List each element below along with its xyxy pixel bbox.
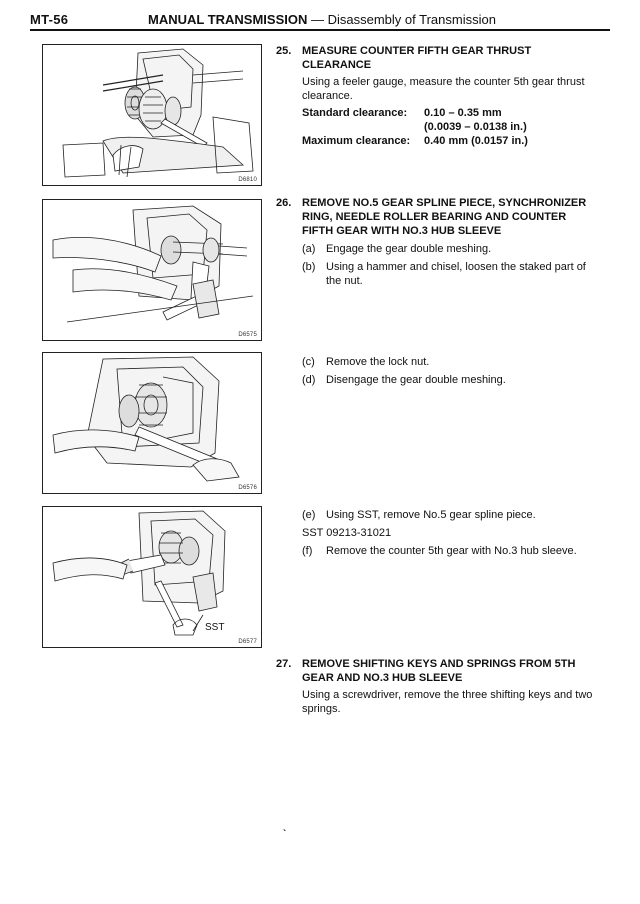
step-title: REMOVE NO.5 GEAR SPLINE PIECE, SYNCHRONIZER RING, NEEDLE ROLLER BEARING AND COUNTER FIFTH GEAR WITH NO.3 HUB SLEEVE — [302, 197, 587, 237]
substep-b — [276, 260, 598, 288]
figure-code: D6810 — [238, 177, 257, 183]
step-25-heading — [276, 44, 598, 72]
substep-label: (e) — [302, 509, 316, 521]
page-title — [148, 12, 496, 27]
step-26-continued-1 — [276, 351, 598, 387]
substep-f — [276, 544, 598, 558]
maximum-clearance-row — [302, 134, 598, 148]
substep-d — [276, 373, 598, 387]
standard-clearance-label: Standard clearance: — [302, 107, 408, 119]
figure-wrench — [42, 352, 262, 494]
hammer-chisel-illustration — [43, 200, 261, 340]
figure-feeler-gauge — [42, 44, 262, 186]
maximum-clearance-label: Maximum clearance: — [302, 135, 411, 147]
page-code: MT-56 — [30, 12, 69, 27]
feeler-gauge-illustration — [43, 45, 261, 185]
standard-clearance-mm: 0.10 – 0.35 mm — [424, 107, 502, 119]
figure-code: D6577 — [238, 639, 257, 645]
substep-text: Engage the gear double meshing. — [326, 243, 492, 255]
footer-mark: ˎ — [283, 820, 287, 832]
step-number: 25. — [276, 45, 292, 57]
page-header — [30, 12, 610, 32]
header-rule — [30, 29, 610, 31]
step-27-heading — [276, 657, 598, 685]
substep-text: Using a hammer and chisel, loosen the staked part of the nut. — [326, 261, 586, 287]
figure-hammer-chisel — [42, 199, 262, 341]
step-text: Using a feeler gauge, measure the counter 5th gear thrust clearance. — [302, 76, 585, 102]
standard-clearance-in: (0.0039 – 0.0138 in.) — [424, 121, 527, 133]
section-subtitle: Disassembly of Transmission — [327, 12, 496, 27]
step-26 — [276, 196, 598, 288]
step-title: MEASURE COUNTER FIFTH GEAR THRUST CLEARANCE — [302, 45, 532, 71]
substep-label: (a) — [302, 243, 316, 255]
clearance-spec — [276, 106, 598, 148]
step-27 — [276, 657, 598, 716]
step-number: 27. — [276, 658, 292, 670]
maximum-clearance-value: 0.40 mm (0.0157 in.) — [424, 135, 528, 147]
step-number: 26. — [276, 197, 292, 209]
step-25 — [276, 44, 598, 148]
figure-sst-puller — [42, 506, 262, 648]
substep-text: Using SST, remove No.5 gear spline piece. — [326, 509, 536, 521]
sst-number: SST 09213-31021 — [302, 527, 392, 539]
sst-label: SST — [205, 622, 225, 633]
figure-code: D6575 — [238, 332, 257, 338]
substep-c — [276, 355, 598, 369]
substep-label: (f) — [302, 545, 313, 557]
step-26-continued-2 — [276, 504, 598, 558]
substep-text: Remove the counter 5th gear with No.3 hub sleeve. — [326, 545, 577, 557]
substep-label: (d) — [302, 374, 316, 386]
substep-label: (c) — [302, 356, 315, 368]
substep-a — [276, 242, 598, 256]
substep-text: Disengage the gear double meshing. — [326, 374, 506, 386]
step-26-heading — [276, 196, 598, 238]
sst-puller-illustration — [43, 507, 261, 647]
wrench-illustration — [43, 353, 261, 493]
standard-clearance-inch-row — [302, 120, 598, 134]
figure-code: D6576 — [238, 485, 257, 491]
substep-label: (b) — [302, 261, 316, 273]
standard-clearance-row — [302, 106, 598, 120]
substep-text: Remove the lock nut. — [326, 356, 430, 368]
section-title: MANUAL TRANSMISSION — [148, 12, 308, 27]
step-text: Using a screwdriver, remove the three shifting keys and two springs. — [302, 689, 593, 715]
title-dash: — — [307, 12, 328, 27]
step-title: REMOVE SHIFTING KEYS AND SPRINGS FROM 5TH GEAR AND NO.3 HUB SLEEVE — [302, 658, 576, 684]
substep-e — [276, 508, 598, 522]
